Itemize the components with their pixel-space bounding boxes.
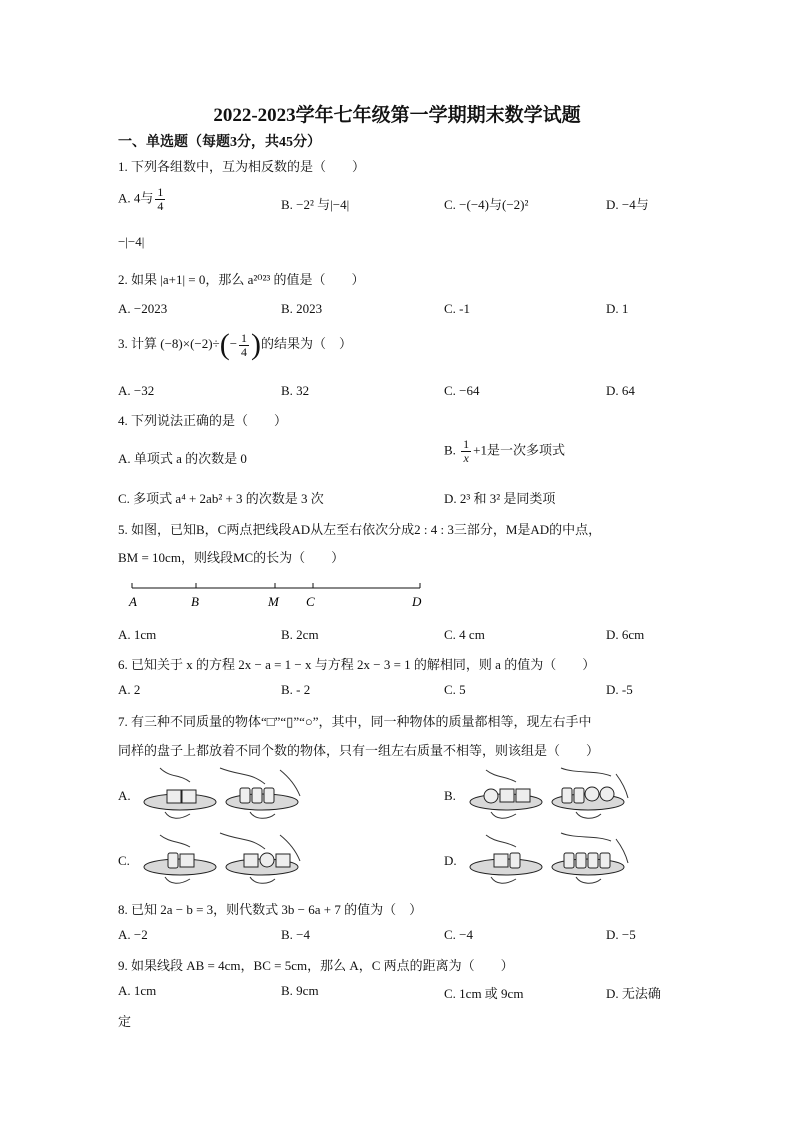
question-5-option-a: A. 1cm [118, 627, 157, 642]
fraction [155, 186, 165, 213]
question-3-option-b: B. 32 [281, 383, 310, 398]
question-6-stem: 6. 已知关于 x 的方程 2x − a = 1 − x 与方程 2x − 3 = 1 的解相同，则 a 的值为（ ） [118, 657, 596, 672]
option-a-text: A. 4与 [118, 190, 154, 206]
question-2-option-b: B. 2023 [281, 301, 323, 316]
question-5-stem-line-1: 5. 如图，已知B，C两点把线段AD从左至右依次分成2 : 4 : 3三部分，M是AD的中点， [118, 522, 602, 537]
question-7-option-d: D. [444, 853, 457, 868]
question-2-stem: 2. 如果 |a+1| = 0，那么 a²⁰²³ 的值是（ ） [118, 272, 365, 287]
question-2-option-a: A. −2023 [118, 301, 168, 316]
section-heading: 一、单选题（每题3分，共45分） [118, 135, 321, 150]
question-9-option-b: B. 9cm [281, 983, 319, 998]
fraction [239, 332, 249, 359]
question-6-option-a: A. 2 [118, 682, 141, 697]
left-paren: ( [219, 328, 230, 361]
question-6-option-d: D. -5 [606, 682, 633, 697]
question-7-option-a: A. [118, 788, 131, 803]
question-5-option-d: D. 6cm [606, 627, 645, 642]
denominator: 4 [157, 199, 164, 213]
question-4-stem: 4. 下列说法正确的是（ ） [118, 413, 288, 428]
balance-illustration-c [140, 831, 305, 889]
right-paren: ) [251, 328, 262, 361]
question-1-option-c: C. −(−4)与(−2)² [444, 197, 529, 212]
question-9-option-d-cont: 定 [118, 1014, 132, 1029]
question-1-option-d-cont: −|−4| [118, 234, 145, 249]
numerator: 1 [241, 330, 248, 345]
label-b: B [191, 594, 199, 609]
question-7-stem-line-2: 同样的盘子上都放着不同个数的物体，只有一组左右质量不相等，则该组是（ ） [118, 743, 600, 758]
question-6-option-b: B. - 2 [281, 682, 311, 697]
question-6-option-c: C. 5 [444, 682, 466, 697]
stem-pre: 3. 计算 (−8)×(−2)÷ [118, 335, 220, 351]
denominator: x [463, 451, 469, 465]
balance-illustration-a [140, 766, 305, 824]
question-2-option-d: D. 1 [606, 301, 629, 316]
segment-figure [118, 578, 438, 614]
question-9-option-a: A. 1cm [118, 983, 157, 998]
question-9-option-d: D. 无法确 [606, 986, 661, 1001]
question-7-stem-line-1: 7. 有三种不同质量的物体“□”“▯”“○”，其中，同一种物体的质量都相等，现左右手中 [118, 714, 592, 729]
question-8-option-a: A. −2 [118, 927, 148, 942]
question-1-option-d: D. −4与 [606, 197, 649, 212]
balance-illustration-d [466, 831, 631, 889]
label-a: A [129, 594, 137, 609]
question-4-option-d: D. 2³ 和 3² 是同类项 [444, 491, 556, 506]
balance-illustration-b [466, 766, 631, 824]
question-3-option-d: D. 64 [606, 383, 635, 398]
question-4-option-a: A. 单项式 a 的次数是 0 [118, 451, 247, 466]
label-d: D [412, 594, 422, 609]
option-text: +1是一次多项式 [473, 442, 566, 458]
question-9-stem: 9. 如果线段 AB = 4cm，BC = 5cm，那么 A，C 两点的距离为（ ） [118, 958, 514, 973]
question-8-option-b: B. −4 [281, 927, 311, 942]
label-c: C [306, 594, 315, 609]
question-5-option-c: C. 4 cm [444, 627, 485, 642]
label-m: M [268, 594, 279, 609]
denominator: 4 [241, 344, 248, 359]
question-1-option-b: B. −2² 与|−4| [281, 197, 350, 212]
minus-sign: − [229, 335, 238, 351]
question-5-option-b: B. 2cm [281, 627, 319, 642]
question-4-option-b [444, 438, 565, 465]
numerator: 1 [463, 437, 470, 451]
page-title: 2022-2023学年七年级第一学期期末数学试题 [213, 105, 581, 126]
question-8-stem: 8. 已知 2a − b = 3，则代数式 3b − 6a + 7 的值为（ ） [118, 902, 423, 917]
question-5-stem-line-2: BM = 10cm，则线段MC的长为（ ） [118, 550, 345, 565]
question-3-stem [118, 328, 352, 362]
question-2-option-c: C. -1 [444, 301, 470, 316]
question-9-option-c: C. 1cm 或 9cm [444, 986, 524, 1001]
question-8-option-d: D. −5 [606, 927, 636, 942]
fraction [461, 438, 471, 465]
question-7-option-c: C. [118, 853, 130, 868]
question-4-option-c: C. 多项式 a⁴ + 2ab² + 3 的次数是 3 次 [118, 491, 324, 506]
option-label: B. [444, 442, 456, 458]
question-8-option-c: C. −4 [444, 927, 474, 942]
question-1-stem: 1. 下列各组数中，互为相反数的是（ ） [118, 159, 366, 174]
stem-post: 的结果为（ ） [261, 335, 353, 351]
numerator: 1 [157, 185, 164, 199]
question-7-option-b: B. [444, 788, 456, 803]
question-3-option-c: C. −64 [444, 383, 480, 398]
question-1-option-a [118, 186, 167, 213]
question-3-option-a: A. −32 [118, 383, 155, 398]
